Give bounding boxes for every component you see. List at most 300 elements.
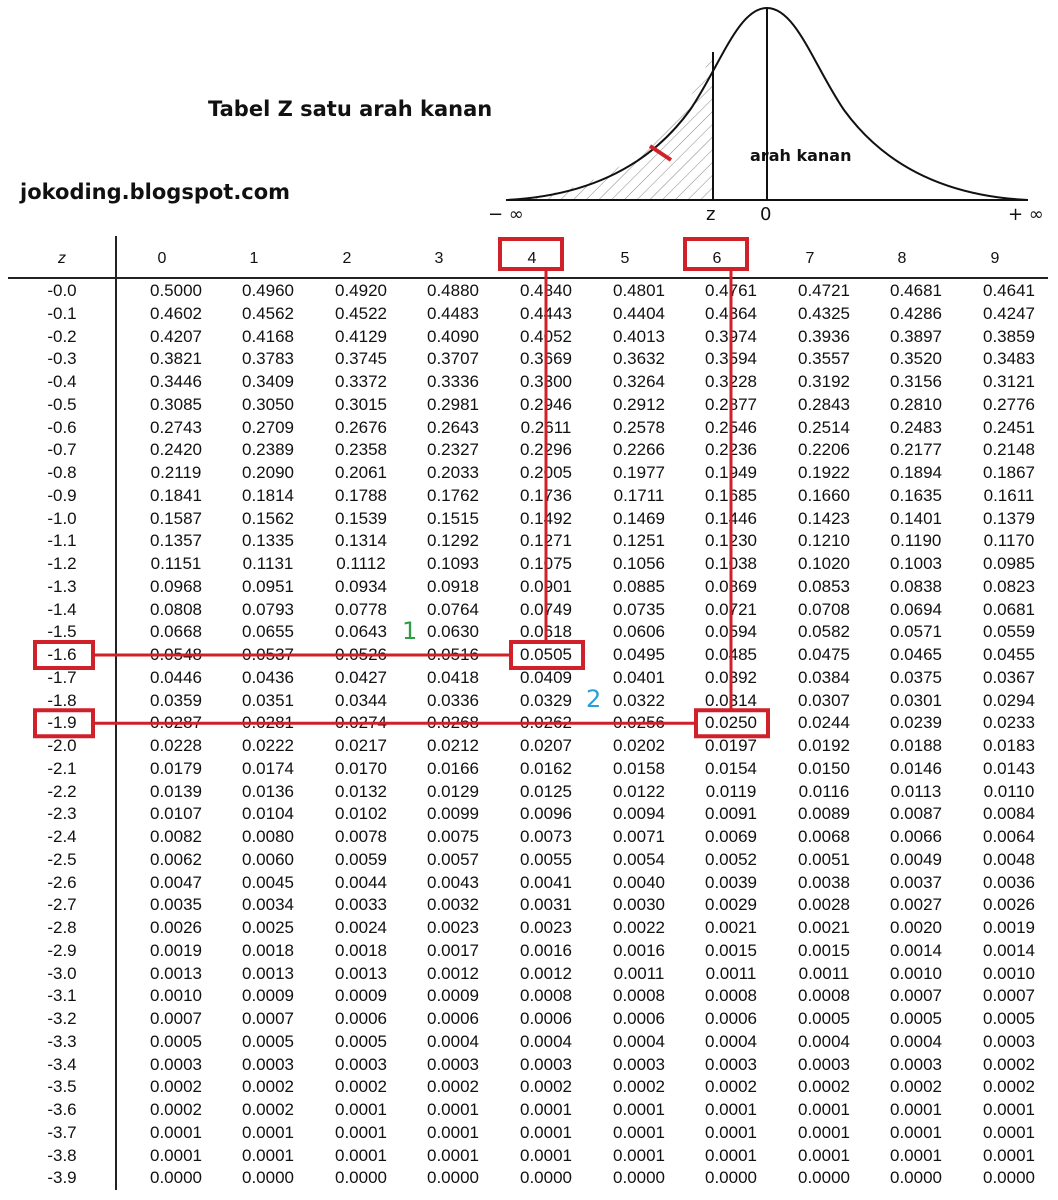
table-cell: 0.1711: [613, 485, 665, 505]
table-cell: 0.0033: [335, 895, 387, 915]
table-cell: 0.0250: [705, 713, 757, 733]
table-cell: 0.0047: [150, 872, 202, 892]
row-header-z: -1.1: [47, 531, 77, 551]
table-cell: 0.1660: [798, 485, 850, 505]
table-cell: 0.0027: [890, 895, 942, 915]
table-cell: 0.3707: [427, 349, 479, 369]
table-cell: 0.0001: [150, 1122, 202, 1142]
row-header-z: -0.7: [47, 440, 77, 460]
column-header: 7: [805, 250, 815, 267]
row-header-z: -2.5: [47, 849, 77, 869]
table-cell: 0.0031: [520, 895, 572, 915]
table-cell: 0.4090: [427, 326, 479, 346]
table-cell: 0.3192: [798, 372, 850, 391]
table-cell: 0.0006: [427, 1009, 479, 1028]
table-cell: 0.0000: [798, 1168, 850, 1188]
table-cell: 0.0057: [427, 849, 479, 869]
table-cell: 0.0037: [890, 872, 942, 892]
table-cell: 0.0694: [890, 599, 942, 619]
table-cell: 0.0001: [520, 1122, 572, 1142]
table-cell: 0.4801: [613, 281, 665, 300]
table-cell: 0.0001: [983, 1122, 1035, 1142]
table-cell: 0.0010: [983, 963, 1035, 983]
table-cell: 0.3783: [242, 349, 294, 369]
axis-label-pos-infinity: + ∞: [1008, 204, 1044, 225]
table-cell: 0.0001: [242, 1122, 294, 1142]
table-cell: 0.1379: [983, 508, 1035, 528]
table-cell: 0.3372: [335, 372, 387, 391]
table-cell: 0.1867: [983, 463, 1035, 482]
table-cell: 0.0808: [150, 599, 202, 619]
table-cell: 0.0001: [983, 1100, 1035, 1119]
table-cell: 0.2177: [890, 440, 942, 460]
table-cell: 0.3483: [983, 349, 1035, 369]
table-cell: 0.4325: [798, 303, 850, 323]
table-cell: 0.0735: [613, 599, 665, 619]
table-cell: 0.0004: [613, 1031, 665, 1051]
table-cell: 0.0002: [335, 1077, 387, 1097]
table-cell: 0.0069: [705, 827, 757, 846]
table-cell: 0.0021: [705, 918, 757, 937]
table-cell: 0.1736: [520, 485, 572, 505]
table-cell: 0.1814: [242, 485, 294, 505]
table-cell: 0.1075: [520, 554, 572, 573]
table-cell: 0.0049: [890, 849, 942, 869]
table-cell: 0.0301: [890, 690, 942, 710]
table-cell: 0.2676: [335, 417, 387, 437]
column-header: 1: [249, 250, 259, 267]
table-cell: 0.1131: [242, 554, 294, 573]
table-cell: 0.1977: [613, 463, 665, 482]
table-cell: 0.0129: [427, 781, 479, 801]
table-cell: 0.1093: [427, 554, 479, 573]
table-cell: 0.0119: [705, 781, 757, 801]
table-cell: 0.1230: [705, 531, 757, 551]
table-cell: 0.1515: [427, 508, 479, 528]
table-cell: 0.0015: [798, 940, 850, 960]
table-cell: 0.0455: [983, 645, 1035, 664]
table-cell: 0.0094: [613, 804, 665, 824]
table-cell: 0.0009: [427, 986, 479, 1006]
table-cell: 0.1056: [613, 554, 665, 573]
table-cell: 0.0006: [705, 1009, 757, 1028]
table-cell: 0.2033: [427, 463, 479, 482]
table-cell: 0.2843: [798, 394, 850, 414]
table-cell: 0.4129: [335, 326, 387, 346]
table-cell: 0.3821: [150, 349, 202, 369]
column-header: 3: [434, 250, 444, 267]
table-cell: 0.3557: [798, 349, 850, 369]
table-cell: 0.0000: [520, 1168, 572, 1188]
table-cell: 0.2709: [242, 417, 294, 437]
table-cell: 0.4562: [242, 303, 294, 323]
table-cell: 0.0104: [242, 804, 294, 824]
table-cell: 0.0012: [520, 963, 572, 983]
row-header-z: -0.1: [47, 303, 77, 323]
table-cell: 0.0044: [335, 872, 387, 892]
table-cell: 0.0001: [705, 1100, 757, 1119]
table-cell: 0.0571: [890, 622, 942, 642]
table-cell: 0.0011: [613, 963, 665, 983]
table-cell: 0.0116: [798, 781, 850, 801]
table-cell: 0.0885: [613, 576, 665, 596]
table-cell: 0.0778: [335, 599, 387, 619]
table-cell: 0.2148: [983, 440, 1035, 460]
column-header: 4: [527, 250, 537, 267]
table-cell: 0.0043: [427, 872, 479, 892]
table-cell: 0.0233: [983, 713, 1035, 733]
table-cell: 0.0026: [983, 895, 1035, 915]
table-cell: 0.0007: [150, 1009, 202, 1028]
table-cell: 0.0035: [150, 895, 202, 915]
row-header-z: -2.4: [47, 827, 77, 846]
table-cell: 0.0179: [150, 758, 202, 778]
table-cell: 0.0217: [335, 736, 387, 755]
table-cell: 0.3632: [613, 349, 665, 369]
table-cell: 0.2420: [150, 440, 202, 460]
table-cell: 0.3897: [890, 326, 942, 346]
table-cell: 0.2546: [705, 417, 757, 437]
table-cell: 0.0139: [150, 781, 202, 801]
table-cell: 0.3015: [335, 394, 387, 414]
table-cell: 0.0004: [427, 1031, 479, 1051]
table-cell: 0.0022: [613, 918, 665, 937]
table-cell: 0.0005: [150, 1031, 202, 1051]
table-cell: 0.3085: [150, 394, 202, 414]
table-cell: 0.1562: [242, 508, 294, 528]
table-cell: 0.1038: [705, 554, 757, 573]
table-cell: 0.0004: [798, 1031, 850, 1051]
row-header-z: -3.2: [47, 1009, 77, 1028]
row-header-z: -1.9: [47, 713, 77, 733]
table-cell: 0.1762: [427, 485, 479, 505]
table-cell: 0.0838: [890, 576, 942, 596]
table-cell: 0.2090: [242, 463, 294, 482]
table-cell: 0.0409: [520, 667, 572, 687]
table-cell: 0.0516: [427, 645, 479, 664]
table-cell: 0.4207: [150, 326, 202, 346]
table-cell: 0.2005: [520, 463, 572, 482]
table-cell: 0.0294: [983, 690, 1035, 710]
table-cell: 0.4364: [705, 303, 757, 323]
table-cell: 0.4247: [983, 303, 1035, 323]
table-cell: 0.0008: [798, 986, 850, 1006]
table-cell: 0.2389: [242, 440, 294, 460]
row-header-z: -0.0: [47, 281, 77, 300]
table-cell: 0.0002: [798, 1077, 850, 1097]
table-cell: 0.0002: [427, 1077, 479, 1097]
table-cell: 0.4641: [983, 281, 1035, 300]
table-cell: 0.0023: [427, 918, 479, 937]
table-cell: 0.0002: [705, 1077, 757, 1097]
table-cell: 0.3409: [242, 372, 294, 391]
table-cell: 0.1151: [150, 554, 202, 573]
table-cell: 0.0202: [613, 736, 665, 755]
table-cell: 0.0594: [705, 622, 757, 642]
table-cell: 0.0436: [242, 667, 294, 687]
table-cell: 0.0003: [242, 1054, 294, 1074]
table-cell: 0.1539: [335, 508, 387, 528]
table-cell: 0.0000: [242, 1168, 294, 1188]
table-cell: 0.0009: [242, 986, 294, 1006]
table-cell: 0.0418: [427, 667, 479, 687]
row-header-z: -3.4: [47, 1054, 77, 1074]
table-cell: 0.0082: [150, 827, 202, 846]
table-cell: 0.0002: [983, 1077, 1035, 1097]
table-cell: 0.0170: [335, 758, 387, 778]
shaded-left-tail: [506, 52, 713, 200]
table-cell: 0.0113: [890, 781, 942, 801]
table-cell: 0.1401: [890, 508, 942, 528]
table-cell: 0.0329: [520, 690, 572, 710]
table-cell: 0.0000: [427, 1168, 479, 1188]
row-header-z: -0.4: [47, 372, 77, 391]
table-cell: 0.0005: [242, 1031, 294, 1051]
table-cell: 0.0019: [983, 918, 1035, 937]
table-cell: 0.0087: [890, 804, 942, 824]
row-header-z: -2.0: [47, 736, 77, 755]
table-cell: 0.0048: [983, 849, 1035, 869]
table-cell: 0.0485: [705, 645, 757, 664]
table-cell: 0.0001: [798, 1122, 850, 1142]
table-cell: 0.0256: [613, 713, 665, 733]
row-header-z: -2.6: [47, 872, 77, 892]
table-cell: 0.0000: [335, 1168, 387, 1188]
table-cell: 0.0107: [150, 804, 202, 824]
table-cell: 0.4960: [242, 281, 294, 300]
table-cell: 0.0158: [613, 758, 665, 778]
table-cell: 0.0212: [427, 736, 479, 755]
row-header-z: -0.6: [47, 417, 77, 437]
table-cell: 0.0606: [613, 622, 665, 642]
table-cell: 0.3156: [890, 372, 942, 391]
table-cell: 0.2206: [798, 440, 850, 460]
table-cell: 0.1894: [890, 463, 942, 482]
table-cell: 0.0183: [983, 736, 1035, 755]
table-cell: 0.1251: [613, 531, 665, 551]
table-cell: 0.0000: [613, 1168, 665, 1188]
table-cell: 0.0003: [613, 1054, 665, 1074]
table-cell: 0.0008: [705, 986, 757, 1006]
table-cell: 0.0010: [150, 986, 202, 1006]
table-cell: 0.4013: [613, 326, 665, 346]
table-cell: 0.1788: [335, 485, 387, 505]
table-cell: 0.0010: [890, 963, 942, 983]
table-cell: 0.0009: [335, 986, 387, 1006]
column-header-z: z: [58, 250, 66, 267]
table-cell: 0.0001: [890, 1145, 942, 1165]
table-cell: 0.0006: [335, 1009, 387, 1028]
table-cell: 0.3974: [705, 326, 757, 346]
table-cell: 0.0002: [150, 1077, 202, 1097]
table-cell: 0.0001: [427, 1145, 479, 1165]
table-cell: 0.0146: [890, 758, 942, 778]
table-cell: 0.0001: [613, 1122, 665, 1142]
table-cell: 0.0040: [613, 872, 665, 892]
table-cell: 0.0262: [520, 713, 572, 733]
step-number-label: 2: [586, 685, 602, 714]
table-cell: 0.0110: [983, 781, 1035, 801]
table-cell: 0.2358: [335, 440, 387, 460]
table-cell: 0.2236: [705, 440, 757, 460]
table-cell: 0.0002: [242, 1100, 294, 1119]
table-cell: 0.1611: [983, 485, 1035, 505]
table-cell: 0.0019: [150, 940, 202, 960]
table-cell: 0.3264: [613, 372, 665, 391]
table-cell: 0.0154: [705, 758, 757, 778]
table-cell: 0.0032: [427, 895, 479, 915]
table-cell: 0.3745: [335, 349, 387, 369]
table-cell: 0.0025: [242, 918, 294, 937]
table-cell: 0.0668: [150, 622, 202, 642]
table-cell: 0.4840: [520, 281, 572, 300]
table-cell: 0.2643: [427, 417, 479, 437]
row-header-z: -0.8: [47, 463, 77, 482]
table-cell: 0.0008: [520, 986, 572, 1006]
table-cell: 0.0274: [335, 713, 387, 733]
table-cell: 0.0001: [427, 1100, 479, 1119]
table-cell: 0.0475: [798, 645, 850, 664]
table-cell: 0.2061: [335, 463, 387, 482]
table-cell: 0.0075: [427, 827, 479, 846]
table-cell: 0.0001: [890, 1100, 942, 1119]
table-cell: 0.0749: [520, 599, 572, 619]
table-cell: 0.0793: [242, 599, 294, 619]
table-cell: 0.1949: [705, 463, 757, 482]
table-cell: 0.0001: [613, 1100, 665, 1119]
table-cell: 0.1357: [150, 531, 202, 551]
table-cell: 0.0002: [613, 1077, 665, 1097]
table-cell: 0.0004: [705, 1031, 757, 1051]
table-cell: 0.0001: [983, 1145, 1035, 1165]
table-cell: 0.0068: [798, 827, 850, 846]
table-cell: 0.4920: [335, 281, 387, 300]
table-cell: 0.0708: [798, 599, 850, 619]
table-cell: 0.1292: [427, 531, 479, 551]
table-cell: 0.0125: [520, 781, 572, 801]
table-cell: 0.4681: [890, 281, 942, 300]
table-cell: 0.0281: [242, 713, 294, 733]
table-cell: 0.3669: [520, 349, 572, 369]
table-cell: 0.3446: [150, 372, 202, 391]
table-cell: 0.0080: [242, 827, 294, 846]
table-cell: 0.0003: [890, 1054, 942, 1074]
table-cell: 0.0643: [335, 622, 387, 642]
table-cell: 0.0823: [983, 576, 1035, 596]
table-cell: 0.2119: [150, 463, 202, 482]
table-cell: 0.3859: [983, 326, 1035, 346]
table-cell: 0.4761: [705, 281, 757, 300]
table-cell: 0.0062: [150, 849, 202, 869]
row-header-z: -1.2: [47, 554, 77, 573]
table-vertical-rule: [115, 236, 117, 1190]
table-cell: 0.4721: [798, 281, 850, 300]
table-cell: 0.0016: [520, 940, 572, 960]
row-header-z: -2.9: [47, 940, 77, 960]
table-cell: 0.0548: [150, 645, 202, 664]
table-cell: 0.1469: [613, 508, 665, 528]
table-cell: 0.1314: [335, 531, 387, 551]
table-cell: 0.0465: [890, 645, 942, 664]
table-cell: 0.1492: [520, 508, 572, 528]
table-cell: 0.0002: [983, 1054, 1035, 1074]
row-header-z: -1.8: [47, 690, 77, 710]
row-header-z: -2.7: [47, 895, 77, 915]
row-header-z: -0.5: [47, 394, 77, 414]
table-cell: 0.0026: [150, 918, 202, 937]
column-header: 2: [342, 250, 352, 267]
column-header: 0: [157, 250, 167, 267]
table-cell: 0.0089: [798, 804, 850, 824]
table-cell: 0.0059: [335, 849, 387, 869]
table-cell: 0.0122: [613, 781, 665, 801]
table-cell: 0.0951: [242, 576, 294, 596]
table-cell: 0.0901: [520, 576, 572, 596]
table-cell: 0.0344: [335, 690, 387, 710]
table-cell: 0.4880: [427, 281, 479, 300]
site-watermark: jokoding.blogspot.com: [20, 180, 291, 204]
table-cell: 0.0078: [335, 827, 387, 846]
table-cell: 0.2451: [983, 417, 1035, 437]
table-cell: 0.0013: [335, 963, 387, 983]
table-cell: 0.1210: [798, 531, 850, 551]
row-header-z: -1.6: [47, 645, 77, 664]
table-cell: 0.4404: [613, 303, 665, 323]
axis-label-neg-infinity: − ∞: [488, 204, 524, 225]
table-header-rule: [8, 277, 1048, 279]
table-cell: 0.0014: [983, 940, 1035, 960]
table-cell: 0.0721: [705, 599, 757, 619]
table-cell: 0.0004: [520, 1031, 572, 1051]
table-cell: 0.2578: [613, 417, 665, 437]
table-cell: 0.0001: [705, 1122, 757, 1142]
table-cell: 0.0030: [613, 895, 665, 915]
table-cell: 0.0655: [242, 622, 294, 642]
table-cell: 0.0084: [983, 804, 1035, 824]
table-cell: 0.0060: [242, 849, 294, 869]
table-cell: 0.0384: [798, 667, 850, 687]
table-cell: 0.0244: [798, 713, 850, 733]
table-cell: 0.1841: [150, 485, 202, 505]
table-cell: 0.2327: [427, 440, 479, 460]
table-cell: 0.0918: [427, 576, 479, 596]
table-cell: 0.0192: [798, 736, 850, 755]
table-cell: 0.0681: [983, 599, 1035, 619]
table-cell: 0.0322: [613, 690, 665, 710]
table-cell: 0.0001: [335, 1100, 387, 1119]
table-cell: 0.4483: [427, 303, 479, 323]
table-cell: 0.0001: [242, 1145, 294, 1165]
table-cell: 0.0071: [613, 827, 665, 846]
table-cell: 0.0968: [150, 576, 202, 596]
table-cell: 0.0003: [427, 1054, 479, 1074]
table-cell: 0.0006: [613, 1009, 665, 1028]
table-cell: 0.1190: [890, 531, 942, 551]
table-cell: 0.0001: [520, 1145, 572, 1165]
table-cell: 0.0003: [705, 1054, 757, 1074]
table-cell: 0.2266: [613, 440, 665, 460]
table-cell: 0.2877: [705, 394, 757, 414]
table-cell: 0.3300: [520, 372, 572, 391]
table-cell: 0.2912: [613, 394, 665, 414]
table-cell: 0.5000: [150, 281, 202, 300]
table-cell: 0.0000: [890, 1168, 942, 1188]
step-number-label: 1: [402, 617, 418, 645]
table-cell: 0.0222: [242, 736, 294, 755]
table-cell: 0.0051: [798, 849, 850, 869]
table-cell: 0.0427: [335, 667, 387, 687]
table-cell: 0.1635: [890, 485, 942, 505]
